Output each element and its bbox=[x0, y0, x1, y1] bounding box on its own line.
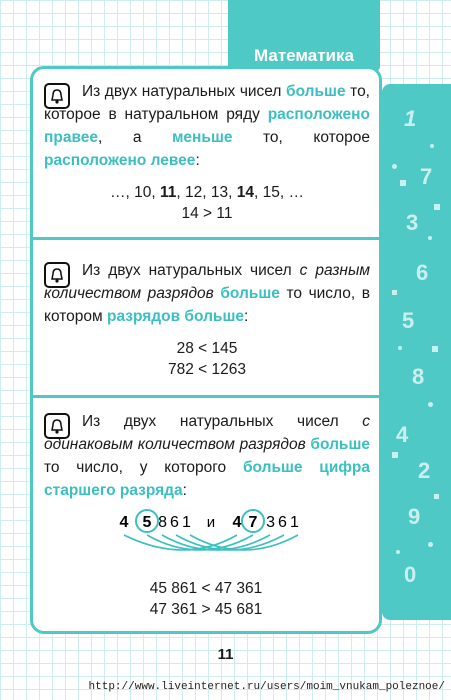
side-digit: 3 bbox=[406, 210, 419, 235]
bell-icon bbox=[44, 413, 70, 439]
digit: 4 bbox=[232, 514, 242, 531]
comparison-arcs bbox=[124, 535, 298, 550]
decor-dot bbox=[398, 346, 402, 350]
example-2a: 28 < 145 bbox=[176, 340, 238, 357]
section-divider bbox=[30, 237, 382, 240]
decor-dot bbox=[396, 550, 400, 554]
side-stripe bbox=[382, 84, 451, 620]
digit: 7 bbox=[248, 514, 258, 531]
number-sequence: …, 10, 11, 12, 13, 14, 15, … bbox=[110, 184, 304, 201]
example-3b: 47 361 > 45 681 bbox=[149, 601, 263, 618]
decor-dot bbox=[428, 402, 433, 407]
decor-dot bbox=[428, 236, 432, 240]
example-3a: 45 861 < 47 361 bbox=[149, 580, 263, 597]
side-digit: 6 bbox=[416, 260, 429, 285]
digits: 861 bbox=[158, 514, 194, 531]
digit: 5 bbox=[142, 514, 152, 531]
side-digit: 9 bbox=[408, 504, 421, 529]
bell-icon bbox=[44, 83, 70, 109]
side-digit: 4 bbox=[396, 422, 409, 447]
conjunction: и bbox=[206, 514, 216, 531]
decor-dot bbox=[434, 204, 440, 210]
digit: 4 bbox=[119, 514, 129, 531]
decor-dot bbox=[392, 452, 398, 458]
decor-dot bbox=[428, 542, 433, 547]
rule-text-1: Из двух натуральных чисел больше то, которое в натуральном ряду расположено правее, а меньше то, которое расположено левее: bbox=[44, 83, 371, 169]
page-number: 11 bbox=[217, 646, 234, 663]
digit-comparison-diagram bbox=[110, 503, 310, 563]
side-digit: 8 bbox=[412, 364, 425, 389]
rule-section-1 bbox=[44, 80, 370, 224]
rule-text-3: Из двух натуральных чисел с одинаковым количеством разрядов больше то число, у которого больше цифра старшего разряда: bbox=[44, 413, 370, 499]
rule-section-2 bbox=[44, 259, 370, 380]
decor-dot bbox=[392, 290, 397, 295]
rule-text-2: Из двух натуральных чисел с разным количеством разрядов больше то число, в котором разрядов больше: bbox=[44, 262, 370, 325]
side-digit: 0 bbox=[404, 562, 417, 587]
digits: 361 bbox=[266, 514, 302, 531]
source-watermark: http://www.liveinternet.ru/users/moim_vnukam_poleznoe/ bbox=[88, 681, 445, 693]
side-digit: 2 bbox=[418, 458, 431, 483]
side-digit: 1 bbox=[404, 106, 417, 131]
decor-dot bbox=[430, 144, 434, 148]
decor-dot bbox=[434, 494, 439, 499]
decor-dot bbox=[432, 346, 438, 352]
side-digit: 5 bbox=[402, 308, 415, 333]
decor-dot bbox=[400, 180, 406, 186]
rule-section-3 bbox=[44, 410, 370, 502]
examples-3 bbox=[30, 578, 382, 620]
side-digit: 7 bbox=[420, 164, 433, 189]
section-divider bbox=[30, 395, 382, 398]
example-2b: 782 < 1263 bbox=[167, 361, 246, 378]
page-title: Математика bbox=[254, 46, 354, 65]
decor-dot bbox=[392, 164, 397, 169]
bell-icon bbox=[44, 262, 70, 288]
example-1: 14 > 11 bbox=[181, 205, 233, 222]
